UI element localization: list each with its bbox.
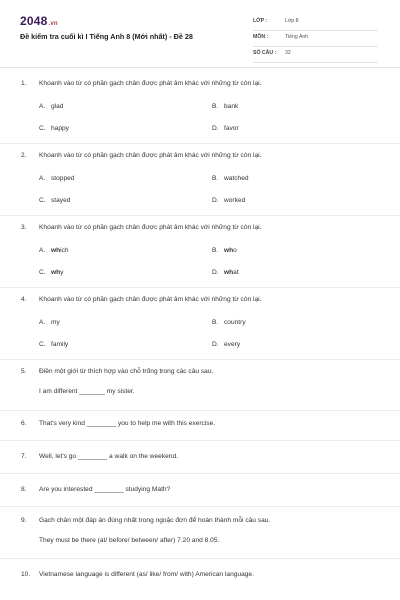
option-a[interactable]: A. stopped (39, 175, 75, 182)
question-divider (0, 410, 400, 411)
option-b[interactable]: B. bank (212, 103, 239, 110)
option-c[interactable]: C. why (39, 269, 64, 276)
question-number: 9. (21, 517, 27, 524)
meta-label: LỚP : (253, 18, 268, 24)
option-a[interactable]: A. my (39, 319, 60, 326)
page-header (0, 0, 400, 66)
question-number: 10. (21, 571, 31, 578)
logo-text: 2048 (20, 14, 48, 28)
option-d[interactable]: D. worked (212, 197, 246, 204)
option-d[interactable]: D. every (212, 341, 241, 348)
option-c[interactable]: C. stayed (39, 197, 71, 204)
question-sentence: They must be there (at/ before/ between/ after) 7.20 and 8.05. (39, 537, 220, 544)
question-divider (0, 440, 400, 441)
exam-meta (253, 15, 378, 63)
question-text: That's very kind ________ you to help me with this exercise. (39, 420, 216, 427)
question-text: Khoanh vào từ có phần gạch chân được phát âm khác với những từ còn lại. (39, 80, 262, 87)
option-a[interactable]: A. glad (39, 103, 64, 110)
meta-value: Tiếng Anh (285, 34, 309, 40)
question-divider (0, 287, 400, 288)
meta-label: SỐ CÂU : (253, 50, 277, 56)
question-number: 2. (21, 152, 27, 159)
option-a[interactable]: A. which (39, 247, 69, 254)
question-number: 7. (21, 453, 27, 460)
question-number: 3. (21, 224, 27, 231)
question-text: Gạch chân một đáp án đúng nhất trong ngoặc đơn để hoàn thành mỗi câu sau. (39, 517, 271, 524)
question-number: 4. (21, 296, 27, 303)
question-text: Điền một giới từ thích hợp vào chỗ trống trong các câu sau. (39, 368, 214, 375)
question-text: Khoanh vào từ có phần gạch chân được phát âm khác với những từ còn lại. (39, 224, 262, 231)
site-logo[interactable] (20, 14, 58, 28)
meta-row-class (253, 15, 378, 31)
meta-row-subject (253, 31, 378, 47)
meta-label: MÔN : (253, 34, 269, 40)
question-divider (0, 215, 400, 216)
option-c[interactable]: C. happy (39, 125, 69, 132)
option-d[interactable]: D. favor (212, 125, 239, 132)
meta-value: 32 (285, 50, 291, 56)
question-number: 1. (21, 80, 27, 87)
question-divider (0, 143, 400, 144)
meta-row-count (253, 47, 378, 63)
question-number: 5. (21, 368, 27, 375)
option-c[interactable]: C. family (39, 341, 69, 348)
question-sentence: I am different _______ my sister. (39, 388, 135, 395)
question-divider (0, 359, 400, 360)
exam-title: Đề kiểm tra cuối kì I Tiếng Anh 8 (Mới nhất) - Đề 28 (20, 32, 193, 41)
question-text: Are you interested ________ studying Math? (39, 486, 171, 493)
question-divider (0, 558, 400, 559)
meta-value: Lớp 8 (285, 18, 299, 24)
header-divider (0, 67, 400, 68)
question-text: Vietnamese language is different (as/ like/ from/ with) American language. (39, 571, 254, 578)
option-d[interactable]: D. what (212, 269, 239, 276)
question-divider (0, 506, 400, 507)
question-number: 6. (21, 420, 27, 427)
question-divider (0, 473, 400, 474)
question-number: 8. (21, 486, 27, 493)
option-b[interactable]: B. country (212, 319, 246, 326)
option-b[interactable]: B. who (212, 247, 237, 254)
logo-suffix: .vn (48, 21, 58, 27)
question-text: Khoanh vào từ có phần gạch chân được phát âm khác với những từ còn lại. (39, 152, 262, 159)
option-b[interactable]: B. watched (212, 175, 249, 182)
question-text: Khoanh vào từ có phần gạch chân được phát âm khác với những từ còn lại. (39, 296, 262, 303)
question-text: Well, let's go ________ a walk on the weekend. (39, 453, 178, 460)
